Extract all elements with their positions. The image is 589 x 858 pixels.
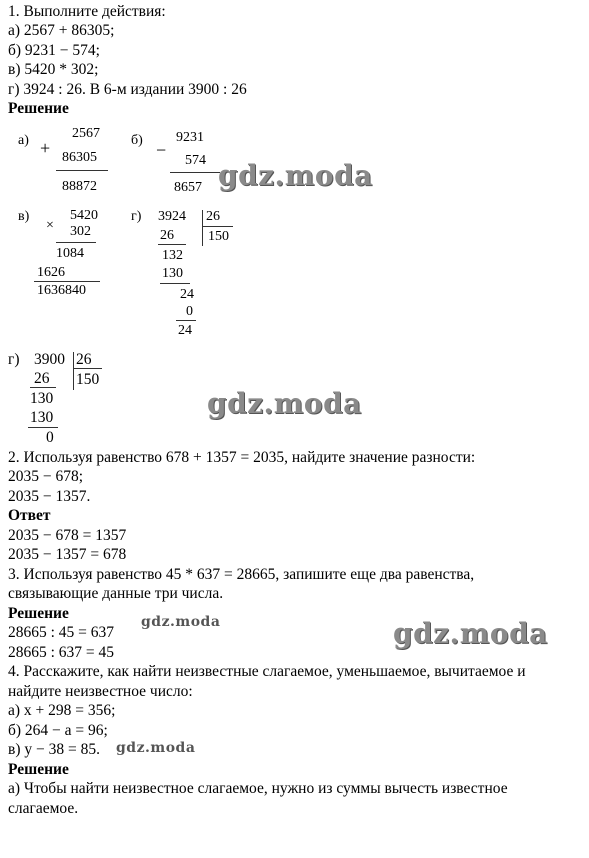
task4-item-a: а) x + 298 = 356; <box>8 702 116 719</box>
task1-item-g: г) 3924 : 26. В 6-м издании 3900 : 26 <box>8 81 247 98</box>
work-g-label: г) <box>131 209 142 224</box>
task1-item-a: а) 2567 + 86305; <box>8 22 115 39</box>
work-a-result: 88872 <box>62 179 97 194</box>
task2-line1: 2035 − 678; <box>8 468 84 485</box>
task1-title: 1. Выполните действия: <box>8 3 166 20</box>
work-g-line1 <box>158 244 186 245</box>
work-g-line3 <box>176 320 196 321</box>
work-g2-s4: 0 <box>46 429 54 446</box>
work-b-result: 8657 <box>174 180 202 195</box>
work-g-divisor: 26 <box>206 209 220 224</box>
work-g-line2 <box>160 283 190 284</box>
work-g-s3: 130 <box>162 266 183 281</box>
task4-title-line1: 4. Расскажите, как найти неизвестные слагаемое, уменьшаемое, вычитаемое и <box>8 663 526 680</box>
work-g2-bracket <box>73 352 74 390</box>
work-g2-divisor-line <box>74 368 102 369</box>
work-v-n2: 302 <box>70 224 91 239</box>
work-g2-quotient: 150 <box>76 371 100 388</box>
task3-solution-heading: Решение <box>8 605 69 622</box>
watermark-4: gdz.moda <box>393 617 548 650</box>
work-v-label: в) <box>18 209 30 224</box>
work-v-p2: 1626 <box>37 265 65 280</box>
work-v-result: 1636840 <box>37 283 86 298</box>
work-v-line1 <box>56 242 96 243</box>
work-g2-dividend: 3900 <box>34 351 65 368</box>
work-g-s2: 132 <box>162 248 183 263</box>
answer-heading: Ответ <box>8 507 51 524</box>
watermark-2: gdz.moda <box>207 387 362 420</box>
work-g-s6: 24 <box>178 323 192 338</box>
work-b-line <box>170 172 220 173</box>
plus-sign: + <box>40 138 51 158</box>
task3-result2: 28665 : 637 = 45 <box>8 644 115 661</box>
watermark-5: gdz.moda <box>116 740 196 756</box>
work-g2-divisor: 26 <box>76 351 92 368</box>
task2-answer2: 2035 − 1357 = 678 <box>8 546 127 563</box>
task2-answer1: 2035 − 678 = 1357 <box>8 527 127 544</box>
task2-title: 2. Используя равенство 678 + 1357 = 2035, найдите значение разности: <box>8 449 476 466</box>
work-g-bracket <box>202 210 203 246</box>
task4-item-v: в) y − 38 = 85. <box>8 741 100 758</box>
work-g-s4: 24 <box>180 287 194 302</box>
work-g-s5: 0 <box>186 304 193 319</box>
task4-item-b: б) 264 − a = 96; <box>8 722 108 739</box>
work-a-n1: 2567 <box>72 126 100 141</box>
work-g2-line2 <box>28 427 58 428</box>
work-g2-line1 <box>30 387 56 388</box>
minus-sign: − <box>156 140 167 160</box>
task3-title-line1: 3. Используя равенство 45 * 637 = 28665, запишите еще два равенства, <box>8 566 475 583</box>
work-g-divisor-line <box>203 226 233 227</box>
task4-solution-line2: слагаемое. <box>8 800 79 817</box>
work-g2-label: г) <box>8 351 20 368</box>
work-g2-s3: 130 <box>30 409 54 426</box>
task4-solution-heading: Решение <box>8 761 69 778</box>
work-v-line2 <box>34 281 100 282</box>
work-g2-s1: 26 <box>34 370 50 387</box>
task3-title-line2: связывающие данные три числа. <box>8 585 224 602</box>
work-v-n1: 5420 <box>70 208 98 223</box>
work-g-dividend: 3924 <box>158 209 186 224</box>
task4-title-line2: найдите неизвестное число: <box>8 683 193 700</box>
work-v-p1: 1084 <box>56 246 84 261</box>
task1-item-b: б) 9231 − 574; <box>8 42 100 59</box>
work-g-quotient: 150 <box>208 229 229 244</box>
task1-item-v: в) 5420 * 302; <box>8 61 99 78</box>
work-a-label: а) <box>18 133 29 148</box>
task4-solution-line1: а) Чтобы найти неизвестное слагаемое, нужно из суммы вычесть известное <box>8 780 508 797</box>
task3-result1: 28665 : 45 = 637 <box>8 624 115 641</box>
watermark-3: gdz.moda <box>141 614 221 630</box>
work-a-line <box>56 170 108 171</box>
work-a-n2: 86305 <box>62 150 97 165</box>
work-b-n2: 574 <box>185 153 206 168</box>
times-sign: × <box>46 218 54 233</box>
work-g2-s2: 130 <box>30 390 54 407</box>
work-g-s1: 26 <box>160 228 174 243</box>
watermark-1: gdz.moda <box>218 159 373 192</box>
work-b-label: б) <box>131 133 143 148</box>
solution-heading: Решение <box>8 100 69 117</box>
task2-line2: 2035 − 1357. <box>8 488 91 505</box>
work-b-n1: 9231 <box>176 130 204 145</box>
